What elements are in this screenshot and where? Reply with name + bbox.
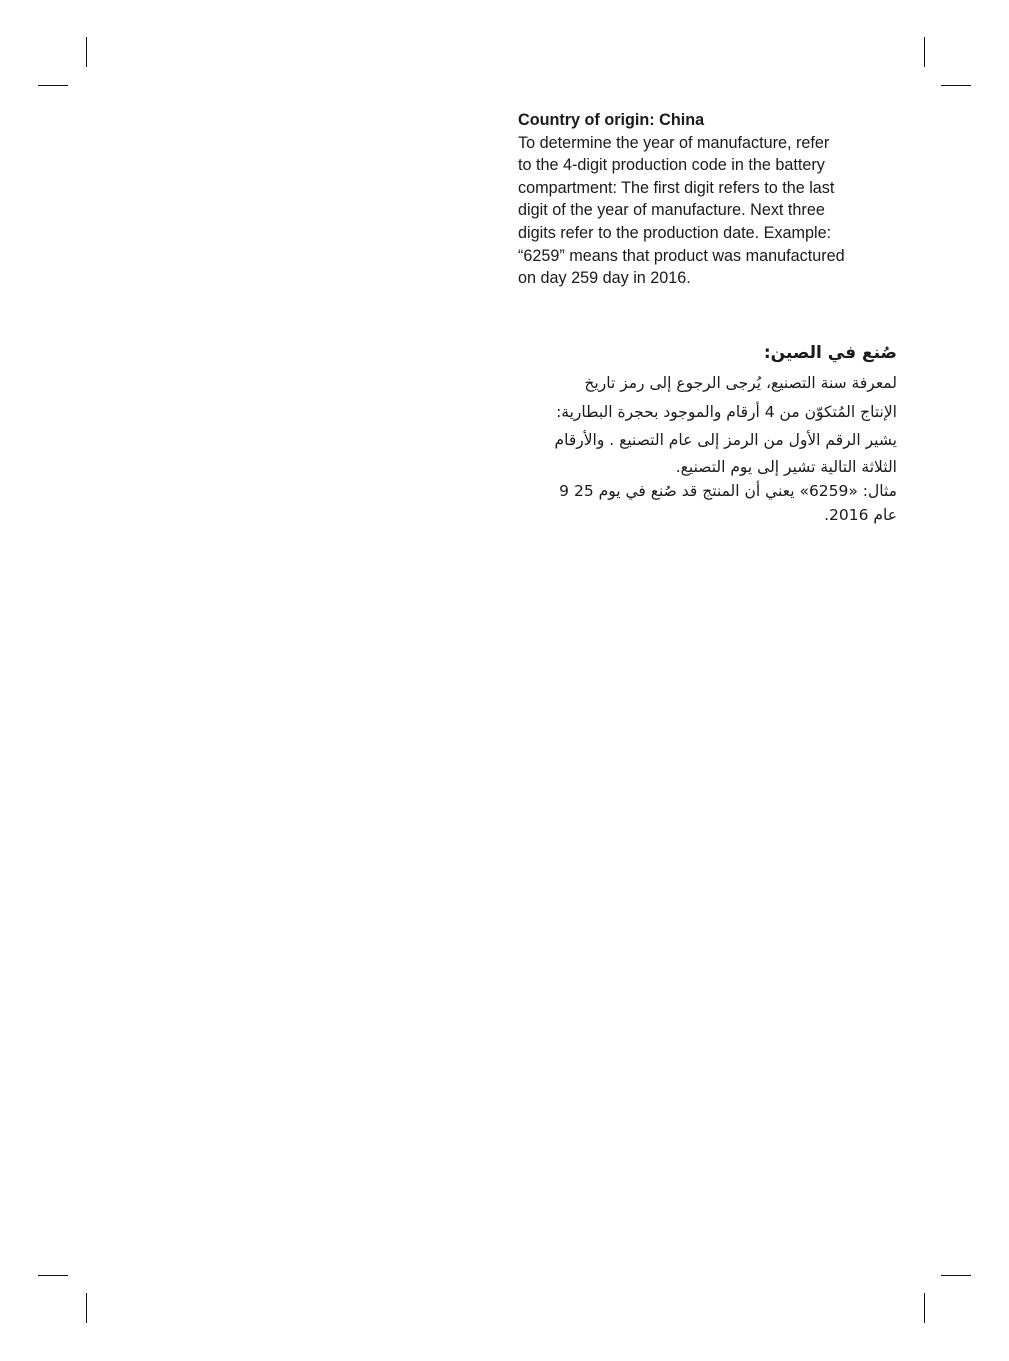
english-heading: Country of origin: China	[518, 111, 705, 129]
crop-mark-bottom-left-horizontal	[38, 1275, 68, 1276]
crop-mark-top-right-horizontal	[941, 85, 971, 86]
crop-mark-top-left-horizontal	[38, 85, 68, 86]
arabic-line: مثال: «6259» يعني أن المنتج قد صُنع في يوم 25 9	[559, 481, 897, 500]
crop-mark-top-left-vertical	[86, 37, 87, 67]
arabic-line: يشير الرقم الأول من الرمز إلى عام التصنيع . والأرقام	[554, 431, 897, 449]
english-line: “6259” means that product was manufactured	[518, 246, 845, 265]
arabic-heading: صُنع في الصين:	[763, 343, 897, 363]
arabic-line: الإنتاج المُتكوّن من 4 أرقام والموجود بحجرة البطارية:	[556, 402, 897, 421]
english-origin-notice	[518, 109, 903, 290]
english-line: digits refer to the production date. Example:	[518, 223, 832, 242]
crop-mark-bottom-left-vertical	[86, 1293, 87, 1323]
crop-mark-top-right-vertical	[924, 37, 925, 67]
english-line: digit of the year of manufacture. Next three	[518, 201, 825, 220]
arabic-line: لمعرفة سنة التصنيع، يُرجى الرجوع إلى رمز تاريخ	[584, 374, 897, 392]
arabic-line: الثلاثة التالية تشير إلى يوم التصنيع.	[675, 457, 897, 476]
crop-mark-bottom-right-horizontal	[941, 1275, 971, 1276]
crop-mark-bottom-right-vertical	[924, 1293, 925, 1323]
english-line: To determine the year of manufacture, refer	[518, 133, 830, 152]
english-body	[518, 132, 903, 290]
english-line: to the 4-digit production code in the battery	[518, 156, 825, 175]
english-line: on day 259 day in 2016.	[518, 269, 691, 288]
arabic-origin-notice	[515, 337, 897, 527]
english-line: compartment: The first digit refers to the last	[518, 178, 835, 197]
arabic-line: عام 2016.	[824, 505, 897, 524]
